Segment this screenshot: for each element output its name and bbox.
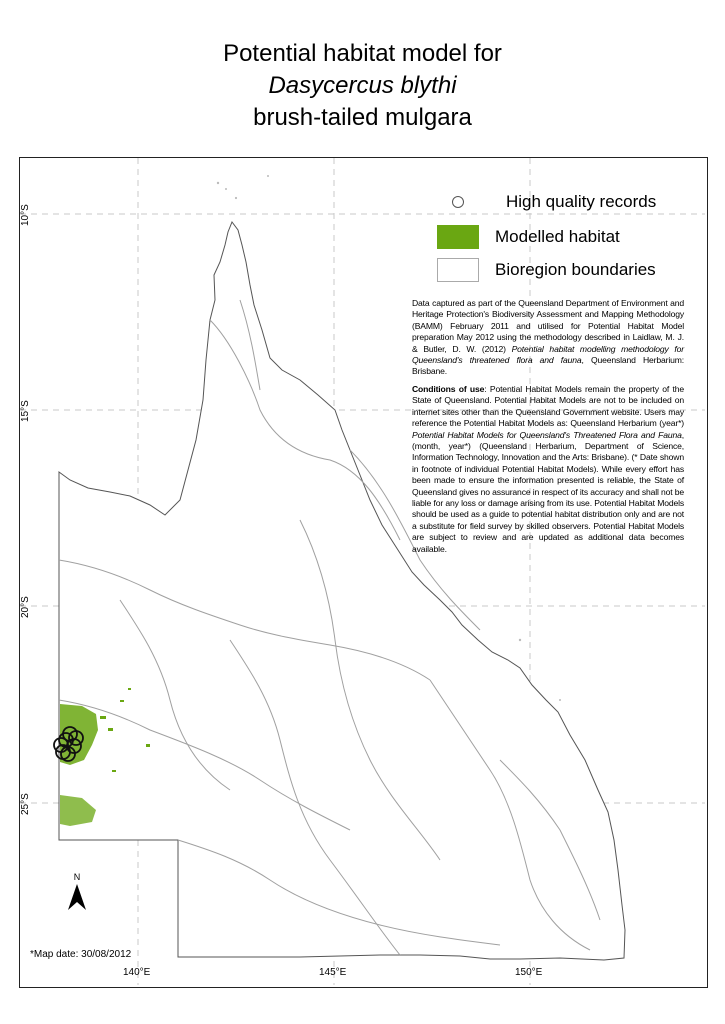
lon-label-150e: 150°E xyxy=(515,967,543,978)
map-title-species: Dasycercus blythi xyxy=(268,72,457,99)
north-label: N xyxy=(73,872,81,882)
circle-icon xyxy=(452,196,464,208)
north-arrow xyxy=(66,872,88,918)
lon-label-140e: 140°E xyxy=(123,967,151,978)
legend-label-records: High quality records xyxy=(506,192,657,211)
map-date: *Map date: 30/08/2012 xyxy=(30,949,132,960)
legend-item-bioregion xyxy=(437,256,656,284)
legend-item-habitat xyxy=(437,223,620,251)
lat-label-25s: 25°S xyxy=(20,793,31,815)
north-arrow-icon xyxy=(66,882,88,912)
conditions-of-use-note: Conditions of use: Potential Habitat Models remain the property of the State of Queensland. Potential Habitat Models are not to be included on internet sites other than the Queensland Government website. Users may reference the Potential Habitat Models as: Queensland Herbarium (year*) Potential Habitat Models for Queensland's Threatened Flora and Fauna, (month, year*) (Queensland Herbarium, Department of Science, Information Technology, Innovation and the Arts: Brisbane). (* Date shown in footnote of individual Potential Habitat Models). While every effort has been made to ensure the information presented is reliable, the State of Queensland gives no assurance in respect of its accuracy and shall not be liable for any loss or damage arising from its use. Potential Habitat Models should be used as a guide to potential habitat distribution only and are not a substitute for field survey by skilled observers. Potential Habitat Models are subject to review and are updated as additional data becomes available. xyxy=(412,384,684,554)
lat-label-10s: 10°S xyxy=(20,204,31,226)
data-source-note: Data captured as part of the Queensland Department of Environment and Heritage Protection's Biodiversity Assessment and Mapping Methodology (BAMM) February 2011 and utilised for Potential Habitat Model preparation May 2012 using the methodology described in Laidlaw, M. J. & Butler, D. W. (2012) Potential habitat modelling methodology for Queensland's threatened flora and fauna, Queensland Herbarium: Brisbane. xyxy=(412,298,684,377)
habitat-swatch xyxy=(437,225,479,249)
map-title-common-name: brush-tailed mulgara xyxy=(253,104,472,131)
legend-label-habitat: Modelled habitat xyxy=(495,227,620,246)
bioregion-swatch xyxy=(437,258,479,282)
lon-label-145e: 145°E xyxy=(319,967,347,978)
conditions-label: Conditions of use xyxy=(412,384,485,394)
legend-label-bioregion: Bioregion boundaries xyxy=(495,260,656,279)
map-title-line1: Potential habitat model for xyxy=(223,40,502,67)
legend-item-records xyxy=(437,188,656,216)
lat-label-15s: 15°S xyxy=(20,400,31,422)
lat-label-20s: 20°S xyxy=(20,596,31,618)
